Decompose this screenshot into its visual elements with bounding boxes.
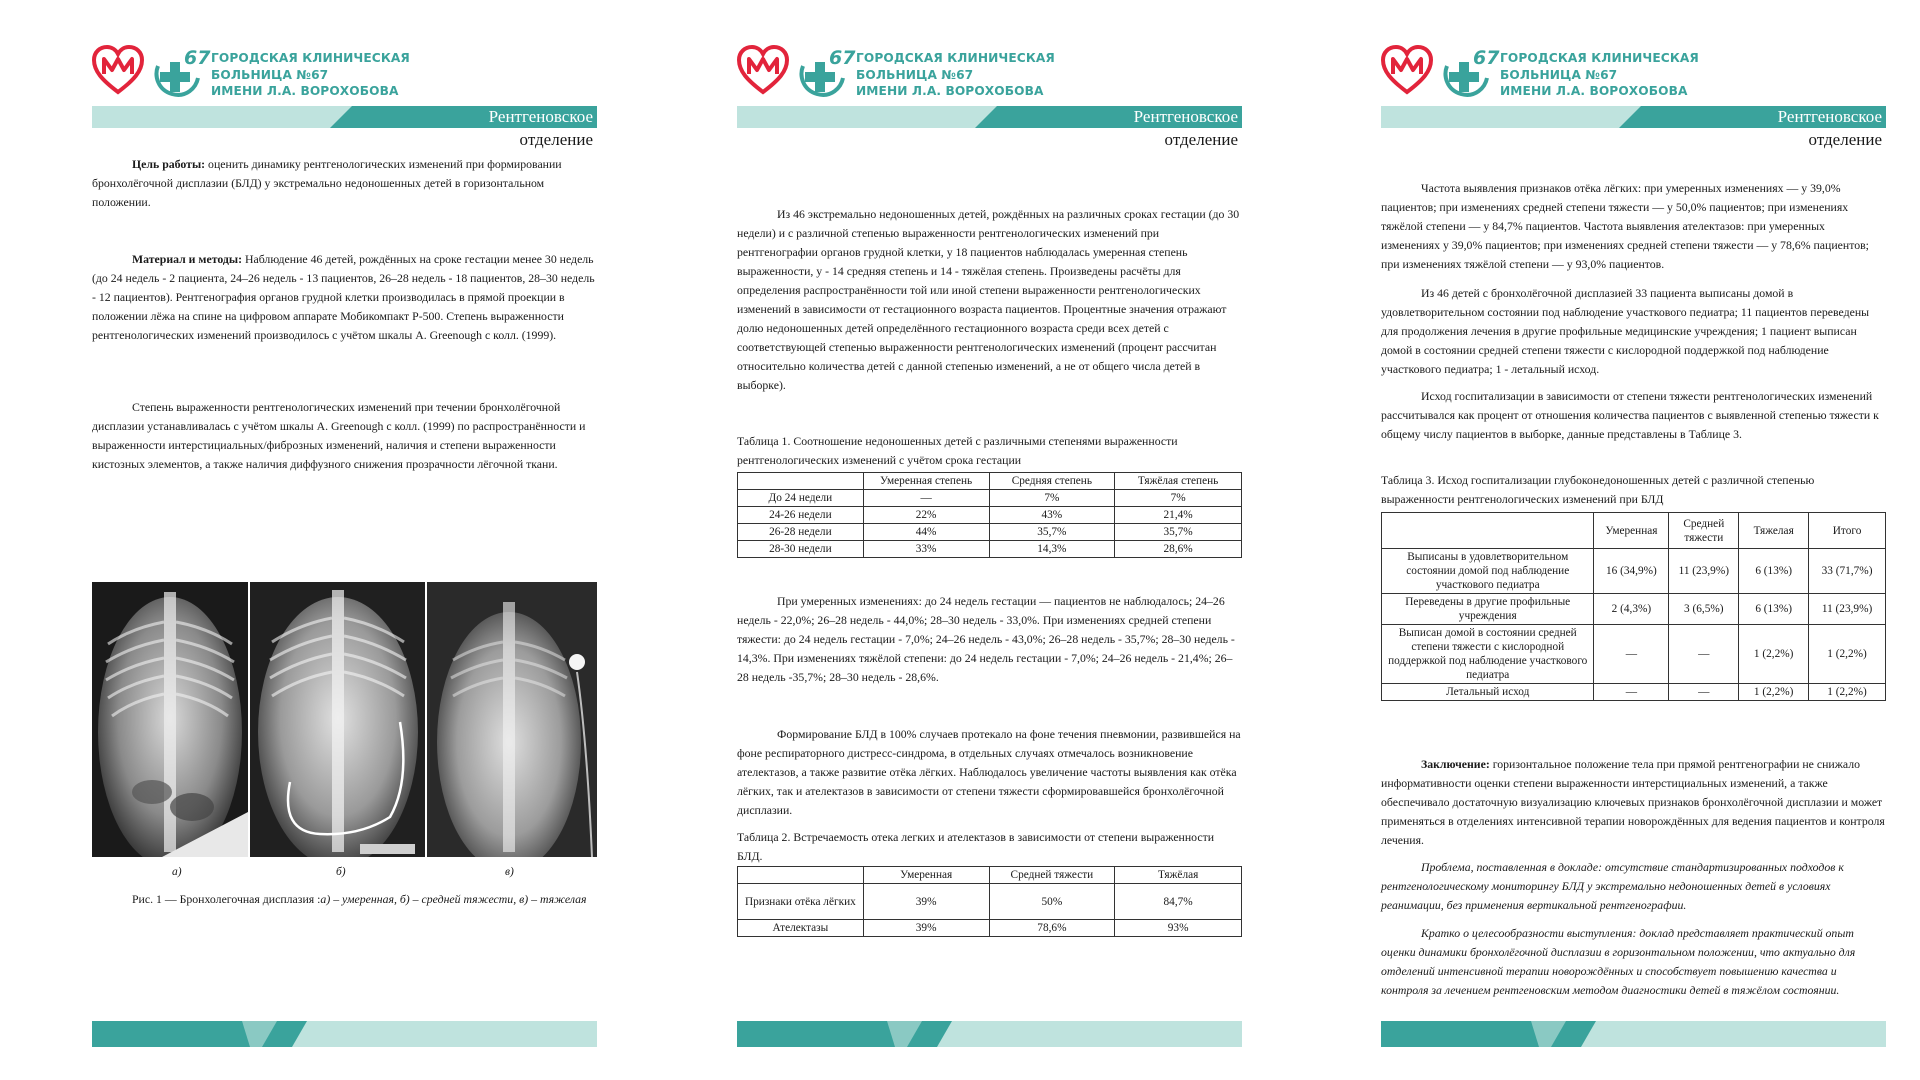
page-3: [1381, 0, 1886, 1080]
xray-image-severe: [427, 582, 597, 857]
methods-paragraph: Материал и методы: Наблюдение 46 детей, рождённых на сроке гестации менее 30 недель (до 24 недель - 2 пациента, 24–26 недель - 13 пациентов, 26–28 недель - 18 пациентов, 28–30 недель - 12 пациентов). Рентгенография органов грудной клетки производилась в прямой проекции в положении лёжа на спине на цифровом аппарате Мобикомпакт Р-500. Степень выраженности рентгенологических изменений производилось с учётом шкалы A. Greenough с колл. (1999).: [92, 252, 595, 342]
aim-paragraph: Цель работы: оценить динамику рентгенологических изменений при формировании бронхолёгочной дисплазии (БЛД) у экстремально недоношенных детей в горизонтальном положении.: [92, 157, 562, 209]
table-row: 24-26 недели 22% 43% 21,4%: [738, 507, 1242, 524]
xray-figure: [92, 582, 597, 857]
table-row: Выписаны в удовлетворительном состоянии домой под наблюдение участкового педиатра 16 (34,9%) 11 (23,9%) 6 (13%) 33 (71,7%): [1382, 549, 1886, 594]
figure-label-a: а): [172, 866, 182, 878]
figure-label-b: б): [336, 866, 346, 878]
edema-paragraph: Частота выявления признаков отёка лёгких: при умеренных изменениях — у 39,0% пациентов; при изменениях средней степени тяжести — у 50,0% пациентов; при изменениях тяжёлой степени — у 84,7% пациентов. Частота выявления ателектазов: при умеренных изменениях у 39,0% пациентов; при изменениях средней степени тяжести — у 78,6% пациентов; при изменениях тяжёлой степени — у 93,0% пациентов.: [1381, 181, 1869, 271]
severity-paragraph: Степень выраженности рентгенологических изменений при течении бронхолёгочной дисплазии устанавливалась с учётом шкалы A. Greenough с колл. (1999) по распространённости и выраженности интерстициальных/фиброзных изменений, наличия и степени выраженности кистозных элементов, а также наличия диффузного снижения прозрачности лёгочной ткани.: [92, 400, 586, 471]
department-title: Рентгеновское: [1777, 107, 1882, 126]
table1: [737, 472, 1242, 558]
table-row: До 24 недели — 7% 7%: [738, 490, 1242, 507]
outcome-paragraph: Исход госпитализации в зависимости от степени тяжести рентгенологических изменений рассчитывался как процент от отношения количества пациентов с выявленной степенью тяжести к общему числу пациентов в выборке, данные представлены в Таблице 3.: [1381, 389, 1879, 441]
problem-paragraph: Проблема, поставленная в докладе: отсутствие стандартизированных подходов к рентгенологическому мониторингу БЛД у экстремально недоношенных детей в условиях реанимации, без применения вертикальной рентгенографии.: [1381, 860, 1844, 912]
table-row: Умеренная Средней тяжести Тяжелая Итого: [1382, 513, 1886, 549]
department-subtitle: отделение: [1808, 130, 1882, 149]
conclusion-paragraph: Заключение: горизонтальное положение тела при прямой рентгенографии не снижало информативности оценки степени выраженности интерстициальных изменений, а также обеспечивало достаточную визуализацию ключевых признаков бронхолёгочной дисплазии и может применяться в отделениях интенсивной терапии новорождённых для ведения пациентов и контроля лечения.: [1381, 757, 1885, 847]
footer-band: [1381, 1021, 1886, 1047]
expediency-paragraph: Кратко о целесообразности выступления: доклад представляет практический опыт оценки динамики бронхолёгочной дисплазии в горизонтальном положении, что актуально для отделений интенсивной терапии новорождённых и способствует повышению качества и контроля за лечением рентгеновским методом диагностики детей в тяжёлом состоянии.: [1381, 926, 1856, 997]
logo-number: 67: [1473, 47, 1500, 69]
heart-logo-icon: [92, 44, 144, 96]
table2: [737, 866, 1242, 937]
discharge-paragraph: Из 46 детей с бронхолёгочной дисплазией 33 пациента выписаны домой в удовлетворительном состоянии под наблюдение участкового педиатра; 11 пациентов переведены для продолжения лечения в другие профильные медицинские учреждения; 1 пациент выписан домой в состоянии средней степени тяжести с кислородной поддержкой под наблюдение участкового педиатра; 1 - летальный исход.: [1381, 286, 1870, 376]
figure-label-c: в): [505, 866, 514, 878]
footer-band: [737, 1021, 1242, 1047]
formation-paragraph: Формирование БЛД в 100% случаев протекало на фоне течения пневмонии, развившейся на фоне респираторного дистресс-синдрома, в отдельных случаях отмечалось возникновение ателектазов, а также развитие отёка лёгких. Наблюдалось увеличение частоты выявления как отёка лёгких, так и ателектазов в зависимости от степени тяжести сформировавшейся бронхолёгочной дисплазии.: [737, 727, 1241, 817]
logo-number: 67: [829, 47, 856, 69]
department-subtitle: отделение: [519, 130, 593, 149]
xray-image-medium: [250, 582, 425, 857]
page-header: [92, 42, 597, 98]
heart-logo-icon: [1381, 44, 1433, 96]
footer-band: [92, 1021, 597, 1047]
table-row: Летальный исход — — 1 (2,2%) 1 (2,2%): [1382, 684, 1886, 701]
figure-caption: Рис. 1 — Бронхолегочная дисплазия :а) – умеренная, б) – средней тяжести, в) – тяжелая: [132, 892, 587, 906]
department-title: Рентгеновское: [488, 107, 593, 126]
page-1: [92, 0, 597, 1080]
table-row: 26-28 недели 44% 35,7% 35,7%: [738, 524, 1242, 541]
hospital-name: ГОРОДСКАЯ КЛИНИЧЕСКАЯ БОЛЬНИЦА №67 ИМЕНИ Л.А. ВОРОХОБОВА: [856, 51, 1055, 98]
heart-logo-icon: [737, 44, 789, 96]
table3: [1381, 512, 1886, 701]
cross-logo-icon: [795, 44, 857, 98]
table-row: 28-30 недели 33% 14,3% 28,6%: [738, 541, 1242, 558]
table2-title: Таблица 2. Встречаемость отека легких и ателектазов в зависимости от степени выраженности БЛД.: [737, 830, 1215, 863]
cross-logo-icon: [150, 44, 212, 98]
department-title: Рентгеновское: [1133, 107, 1238, 126]
table-row: Умеренная степень Средняя степень Тяжёлая степень: [738, 473, 1242, 490]
table-row: Выписан домой в состоянии средней степени тяжести с кислородной поддержкой под наблюдение участкового педиатра — — 1 (2,2%) 1 (2,2%): [1382, 625, 1886, 684]
table-row: Ателектазы 39% 78,6% 93%: [738, 920, 1242, 937]
page-header: [737, 42, 1242, 98]
cross-logo-icon: [1439, 44, 1501, 98]
page-2: [737, 0, 1242, 1080]
hospital-name: ГОРОДСКАЯ КЛИНИЧЕСКАЯ БОЛЬНИЦА №67 ИМЕНИ Л.А. ВОРОХОБОВА: [1500, 51, 1699, 98]
table-row: Переведены в другие профильные учреждения 2 (4,3%) 3 (6,5%) 6 (13%) 11 (23,9%): [1382, 594, 1886, 625]
department-subtitle: отделение: [1164, 130, 1238, 149]
logo-number: 67: [184, 47, 211, 69]
distribution-paragraph: При умеренных изменениях: до 24 недель гестации — пациентов не наблюдалось; 24–26 недель - 22,0%; 26–28 недель - 44,0%; 28–30 недель - 33,0%. При изменениях средней степени тяжести: до 24 недель гестации - 7,0%; 24–26 недель - 43,0%; 26–28 недель - 35,7%; 28–30 недель - 14,3%. При изменениях тяжёлой степени: до 24 недель гестации - 7,0%; 24–26 недель - 21,4%; 26–28 недель -35,7%; 28–30 недель - 28,6%.: [737, 594, 1235, 684]
page-header: [1381, 42, 1886, 98]
table3-title: Таблица 3. Исход госпитализации глубоконедоношенных детей с различной степенью выраженности рентгенологических изменений при БЛД: [1381, 473, 1815, 506]
hospital-name: ГОРОДСКАЯ КЛИНИЧЕСКАЯ БОЛЬНИЦА №67 ИМЕНИ Л.А. ВОРОХОБОВА: [211, 51, 410, 98]
table-row: Признаки отёка лёгких 39% 50% 84,7%: [738, 884, 1242, 920]
intro-paragraph: Из 46 экстремально недоношенных детей, рождённых на различных сроках гестации (до 30 недели) и с различной степенью выраженности рентгенологических изменений при рентгенографии органов грудной клетки, у 18 пациентов наблюдалась умеренная степень выраженности, у - 14 средняя степень и 14 - тяжёлая степень. Произведены расчёты для определения распространённости той или иной степени выраженности рентгенологических изменений в зависимости от гестационного возраста пациентов. Процентные значения отражают долю недоношенных детей определённого гестационного возраста среди всех детей с соответствующей степенью выраженности рентгенологических изменений (процент рассчитан относительно количества детей с данной степенью изменений, а не от общего числа детей в выборке).: [737, 207, 1240, 392]
table-row: Умеренная Средней тяжести Тяжёлая: [738, 867, 1242, 884]
xray-image-moderate: [92, 582, 248, 857]
table1-title: Таблица 1. Соотношение недоношенных детей с различными степенями выраженности рентгенологических изменений с учётом срока гестации: [737, 434, 1178, 467]
